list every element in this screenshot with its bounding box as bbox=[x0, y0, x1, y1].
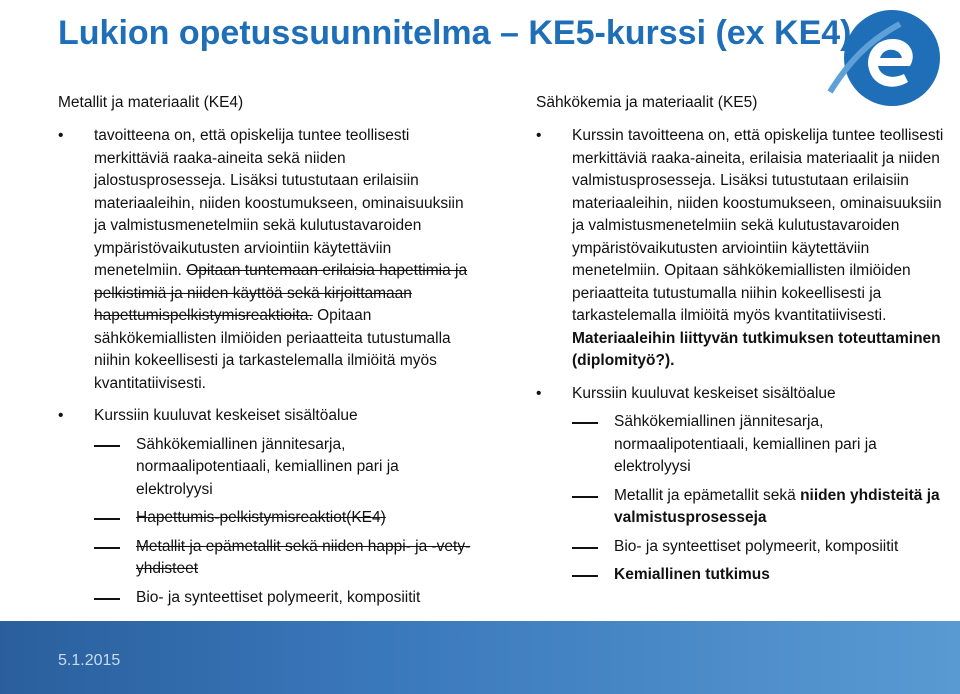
list-item: Kemiallinen tutkimus bbox=[572, 564, 946, 587]
right-contents-text: Kurssiin kuuluvat keskeiset sisältöalue bbox=[572, 384, 836, 402]
right-sub-list bbox=[572, 411, 946, 587]
list-item: Bio- ja synteettiset polymeerit, komposiitit bbox=[572, 536, 946, 559]
left-bullet-goals bbox=[58, 125, 478, 395]
list-item-bold-text: niiden yhdisteitä ja valmistusprosesseja bbox=[614, 486, 940, 526]
footer-date: 5.1.2015 bbox=[58, 652, 121, 669]
list-item bbox=[572, 485, 946, 530]
left-goals-text-2: Opitaan sähkökemiallisten ilmiöiden periaatteita tutustumalla niihin kokeellisesti ja tarkastelemalla ilmiöitä myös kvantitatiivisesti. bbox=[94, 307, 451, 392]
right-bullet-contents bbox=[536, 383, 946, 587]
left-bullet-contents bbox=[58, 405, 478, 609]
right-goals-bold-text: Materiaaleihin liittyvän tutkimuksen toteuttaminen (diplomityö?). bbox=[572, 329, 941, 369]
right-bullet-goals bbox=[536, 125, 946, 373]
left-column bbox=[58, 93, 478, 619]
left-contents-text: Kurssiin kuuluvat keskeiset sisältöalue bbox=[94, 407, 358, 424]
list-item: Metallit ja epämetallit sekä niiden happi- ja -vety-yhdisteet bbox=[94, 536, 478, 581]
left-sub-list bbox=[94, 434, 478, 610]
footer-bar bbox=[0, 621, 960, 694]
list-item: Sähkökemiallinen jännitesarja, normaalipotentiaali, kemiallinen pari ja elektrolyysi bbox=[572, 411, 946, 479]
list-item-text: Metallit ja epämetallit sekä bbox=[614, 486, 801, 504]
list-item: Bio- ja synteettiset polymeerit, komposiitit bbox=[94, 587, 478, 610]
left-goals-struck-text: Opitaan tuntemaan erilaisia hapettimia ja pelkistimiä ja niiden käyttöä sekä kirjoittamaan hapettumispelkistymisreaktioita. bbox=[94, 262, 468, 324]
list-item: Sähkökemiallinen jännitesarja, normaalipotentiaali, kemiallinen pari ja elektrolyysi bbox=[94, 434, 478, 502]
left-goals-text: tavoitteena on, että opiskelija tuntee teollisesti merkittäviä raaka-aineita sekä niiden jalostusprosesseja. Lisäksi tutustutaan erilaisiin materiaaleihin, niiden koostumukseen, ominaisuuksiin ja valmistusmenetelmiin sekä kulutustavaroiden ympäristövaikutusten arviointiin käytettäviin menetelmiin. bbox=[94, 127, 464, 279]
right-column bbox=[536, 93, 946, 597]
list-item: Hapettumis-pelkistymisreaktiot(KE4) bbox=[94, 507, 478, 530]
left-heading: Metallit ja materiaalit (KE4) bbox=[58, 94, 244, 111]
right-heading: Sähkökemia ja materiaalit (KE5) bbox=[536, 94, 758, 111]
page-title: Lukion opetussuunnitelma – KE5-kurssi (ex KE4) bbox=[58, 14, 852, 52]
right-goals-text: Kurssin tavoitteena on, että opiskelija tuntee teollisesti merkittäviä raaka-aineita, erilaisia materiaalit ja niiden valmistusprosesseja. Lisäksi tutustutaan erilaisiin materiaaleihin, niiden koostumukseen, ominaisuuksiin ja valmistusmenetelmiin sekä kulutustavaroiden ympäristövaikutusten arviointiin käytettäviin menetelmiin. Opitaan sähkökemiallisten ilmiöiden periaatteita tutustumalla niihin kokeellisesti ja tarkastelemalla ilmiöitä myös kvantitatiivisesti. bbox=[572, 127, 944, 324]
